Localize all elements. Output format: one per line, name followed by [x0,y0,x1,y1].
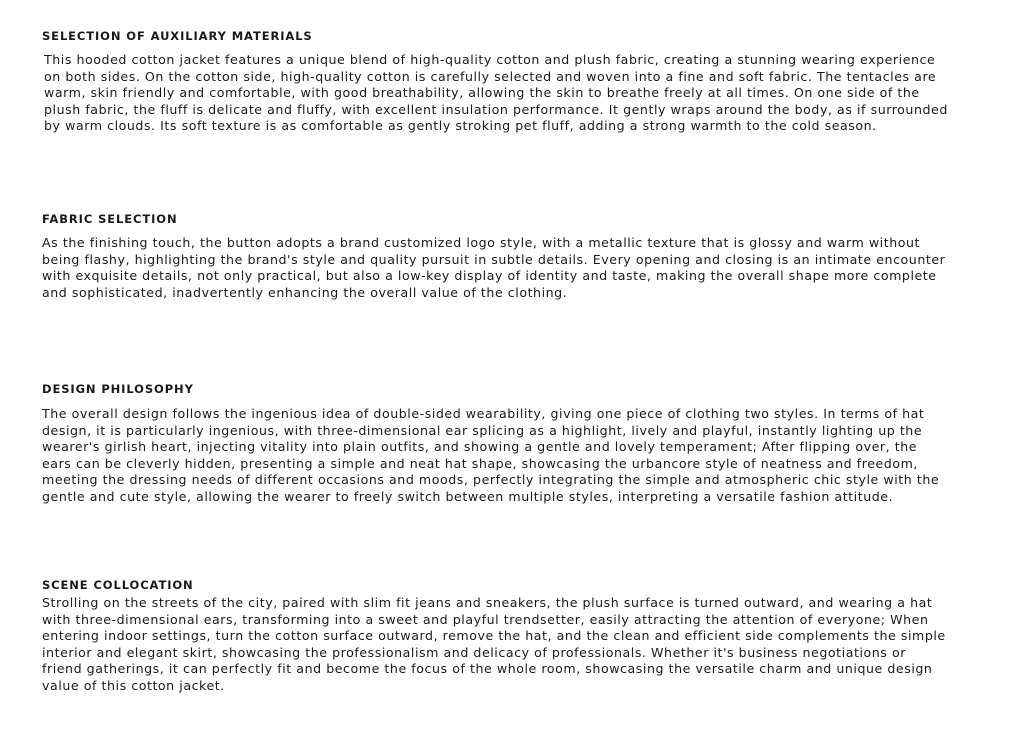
section-design-philosophy [42,382,1010,506]
section-title: SCENE COLLOCATION [42,578,194,592]
section-fabric-selection [42,212,1010,301]
section-body: This hooded cotton jacket features a unique blend of high-quality cotton and plush fabric, creating a stunning wearing experience on both sides. On the cotton side, high-quality cotton is carefully selected and woven into a fine and soft fabric. The tentacles are warm, skin friendly and comfortable, with good breathability, allowing the skin to breathe freely at all times. On one side of the plush fabric, the fluff is delicate and fluffy, with excellent insulation performance. It gently wraps around the body, as if surrounded by warm clouds. Its soft texture is as comfortable as gently stroking pet fluff, adding a strong warmth to the cold season. [44,52,948,134]
section-title: FABRIC SELECTION [42,212,178,226]
section-auxiliary-materials [42,29,1010,135]
section-body: Strolling on the streets of the city, paired with slim fit jeans and sneakers, the plush surface is turned outward, and wearing a hat with three-dimensional ears, transforming into a sweet and playful trendsetter, easily attracting the attention of everyone; When entering indoor settings, turn the cotton surface outward, remove the hat, and the clean and efficient side complements the simple interior and elegant skirt, showcasing the professionalism and delicacy of professionals. Whether it's business negotiations or friend gatherings, it can perfectly fit and become the focus of the whole room, showcasing the versatile charm and unique design value of this cotton jacket. [42,595,946,693]
section-title: DESIGN PHILOSOPHY [42,382,194,396]
section-body: The overall design follows the ingenious idea of double-sided wearability, giving one piece of clothing two styles. In terms of hat design, it is particularly ingenious, with three-dimensional ear splicing as a highlight, lively and playful, instantly lighting up the wearer's girlish heart, injecting vitality into plain outfits, and showing a gentle and lovely temperament; After flipping over, the ears can be cleverly hidden, presenting a simple and neat hat shape, showcasing the urbancore style of neatness and freedom, meeting the dressing needs of different occasions and moods, perfectly integrating the simple and atmospheric chic style with the gentle and cute style, allowing the wearer to freely switch between multiple styles, interpreting a versatile fashion attitude. [42,406,940,504]
section-body: As the finishing touch, the button adopts a brand customized logo style, with a metallic texture that is glossy and warm without being flashy, highlighting the brand's style and quality pursuit in subtle details. Every opening and closing is an intimate encounter with exquisite details, not only practical, but also a low-key display of identity and taste, making the overall shape more complete and sophisticated, inadvertently enhancing the overall value of the clothing. [42,235,946,300]
section-title: SELECTION OF AUXILIARY MATERIALS [42,29,313,43]
section-scene-collocation [42,578,1010,695]
